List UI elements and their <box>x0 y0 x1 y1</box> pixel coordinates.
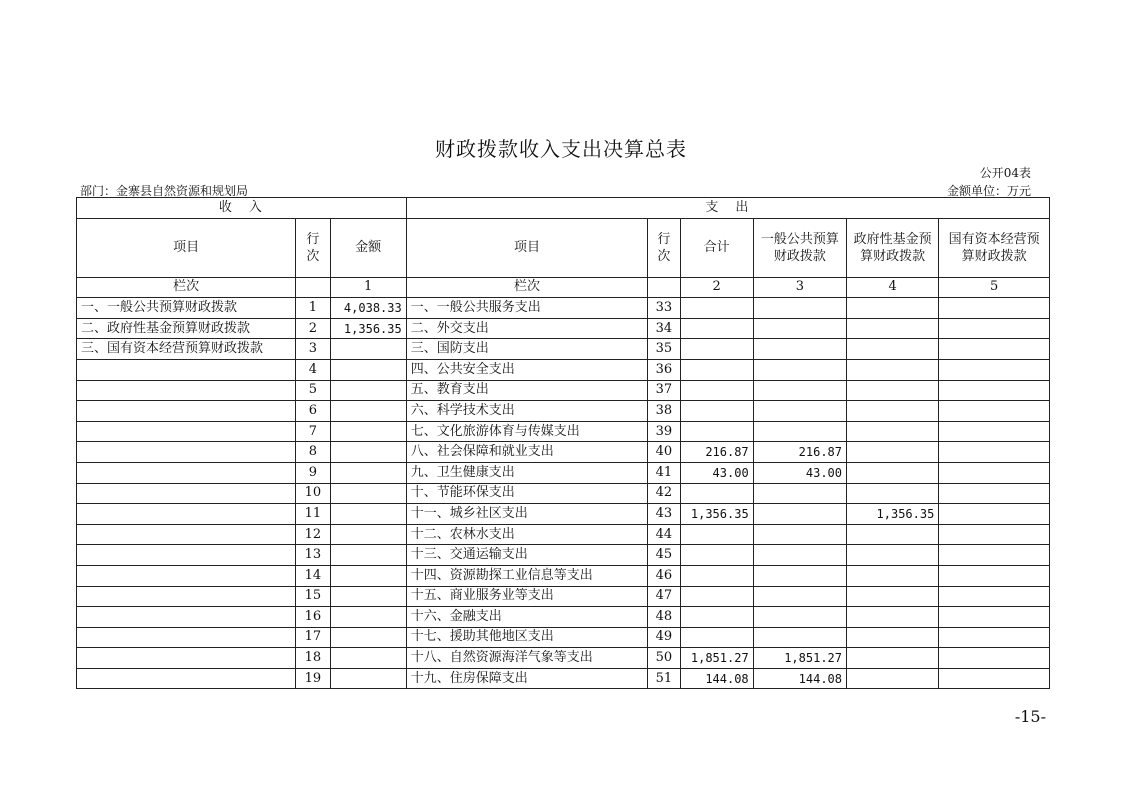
cell-soe-budget <box>939 442 1050 463</box>
cell-general-budget <box>753 298 846 319</box>
table-row <box>77 298 1050 319</box>
cell-fund-budget <box>847 442 939 463</box>
index-income-label: 栏次 <box>77 277 296 298</box>
cell-fund-budget <box>847 483 939 504</box>
cell-total <box>680 421 753 442</box>
cell-fund-budget <box>847 401 939 422</box>
cell-expenditure-row-no: 47 <box>648 586 680 607</box>
cell-total <box>680 586 753 607</box>
cell-expenditure-item: 十三、交通运输支出 <box>406 545 647 566</box>
table-row <box>77 586 1050 607</box>
header-soe-budget: 国有资本经营预算财政拨款 <box>939 218 1050 277</box>
cell-expenditure-item: 三、国防支出 <box>406 339 647 360</box>
cell-expenditure-item: 十五、商业服务业等支出 <box>406 586 647 607</box>
cell-total <box>680 524 753 545</box>
cell-fund-budget <box>847 586 939 607</box>
cell-expenditure-row-no: 48 <box>648 607 680 628</box>
cell-income-amount: 1,356.35 <box>330 318 406 339</box>
cell-soe-budget <box>939 648 1050 669</box>
cell-fund-budget <box>847 565 939 586</box>
cell-fund-budget <box>847 298 939 319</box>
cell-soe-budget <box>939 668 1050 689</box>
cell-income-amount <box>330 565 406 586</box>
cell-income-row-no: 14 <box>296 565 330 586</box>
cell-fund-budget <box>847 359 939 380</box>
cell-total <box>680 380 753 401</box>
index-income-amount: 1 <box>330 277 406 298</box>
cell-total <box>680 339 753 360</box>
index-expenditure-row-blank <box>648 277 680 298</box>
cell-expenditure-row-no: 51 <box>648 668 680 689</box>
cell-income-row-no: 3 <box>296 339 330 360</box>
cell-income-row-no: 17 <box>296 627 330 648</box>
cell-general-budget <box>753 318 846 339</box>
cell-expenditure-item: 一、一般公共服务支出 <box>406 298 647 319</box>
cell-income-item <box>77 648 296 669</box>
cell-expenditure-item: 六、科学技术支出 <box>406 401 647 422</box>
cell-expenditure-item: 二、外交支出 <box>406 318 647 339</box>
cell-expenditure-row-no: 44 <box>648 524 680 545</box>
table-row <box>77 401 1050 422</box>
cell-income-item: 二、政府性基金预算财政拨款 <box>77 318 296 339</box>
cell-total <box>680 627 753 648</box>
cell-total: 216.87 <box>680 442 753 463</box>
cell-soe-budget <box>939 339 1050 360</box>
cell-total <box>680 298 753 319</box>
cell-total <box>680 545 753 566</box>
cell-expenditure-row-no: 35 <box>648 339 680 360</box>
cell-income-item <box>77 607 296 628</box>
cell-income-row-no: 7 <box>296 421 330 442</box>
cell-soe-budget <box>939 359 1050 380</box>
cell-soe-budget <box>939 298 1050 319</box>
cell-expenditure-item: 十八、自然资源海洋气象等支出 <box>406 648 647 669</box>
cell-general-budget <box>753 607 846 628</box>
cell-total <box>680 565 753 586</box>
cell-income-row-no: 2 <box>296 318 330 339</box>
cell-fund-budget <box>847 380 939 401</box>
form-code: 公开04表 <box>979 166 1031 180</box>
cell-income-amount <box>330 524 406 545</box>
cell-expenditure-item: 九、卫生健康支出 <box>406 462 647 483</box>
cell-income-amount <box>330 586 406 607</box>
cell-general-budget <box>753 504 846 525</box>
cell-soe-budget <box>939 565 1050 586</box>
cell-expenditure-row-no: 46 <box>648 565 680 586</box>
table-row <box>77 483 1050 504</box>
cell-expenditure-item: 八、社会保障和就业支出 <box>406 442 647 463</box>
cell-income-amount <box>330 607 406 628</box>
cell-income-item <box>77 586 296 607</box>
finance-summary-table <box>76 197 1050 689</box>
column-header-row <box>77 218 1050 277</box>
cell-income-item <box>77 421 296 442</box>
cell-general-budget <box>753 380 846 401</box>
column-index-row <box>77 277 1050 298</box>
cell-general-budget: 144.08 <box>753 668 846 689</box>
cell-income-item <box>77 565 296 586</box>
section-expenditure: 支 出 <box>406 198 1049 219</box>
table-row <box>77 607 1050 628</box>
cell-income-row-no: 15 <box>296 586 330 607</box>
cell-expenditure-item: 十七、援助其他地区支出 <box>406 627 647 648</box>
table-row <box>77 359 1050 380</box>
header-fund-budget: 政府性基金预算财政拨款 <box>847 218 939 277</box>
cell-income-item: 一、一般公共预算财政拨款 <box>77 298 296 319</box>
cell-income-row-no: 16 <box>296 607 330 628</box>
cell-expenditure-row-no: 42 <box>648 483 680 504</box>
cell-fund-budget <box>847 648 939 669</box>
cell-fund-budget <box>847 462 939 483</box>
cell-general-budget <box>753 339 846 360</box>
cell-soe-budget <box>939 318 1050 339</box>
cell-expenditure-item: 十一、城乡社区支出 <box>406 504 647 525</box>
cell-income-amount <box>330 359 406 380</box>
cell-soe-budget <box>939 524 1050 545</box>
cell-total: 1,356.35 <box>680 504 753 525</box>
cell-expenditure-item: 七、文化旅游体育与传媒支出 <box>406 421 647 442</box>
cell-income-item <box>77 668 296 689</box>
cell-general-budget <box>753 421 846 442</box>
cell-income-amount <box>330 627 406 648</box>
table-row <box>77 668 1050 689</box>
cell-fund-budget <box>847 524 939 545</box>
cell-general-budget <box>753 401 846 422</box>
cell-income-amount <box>330 421 406 442</box>
cell-total <box>680 483 753 504</box>
cell-fund-budget <box>847 421 939 442</box>
cell-fund-budget <box>847 668 939 689</box>
cell-income-row-no: 6 <box>296 401 330 422</box>
cell-income-item <box>77 462 296 483</box>
cell-general-budget <box>753 565 846 586</box>
table-row <box>77 648 1050 669</box>
cell-soe-budget <box>939 401 1050 422</box>
cell-income-amount <box>330 483 406 504</box>
cell-income-amount: 4,038.33 <box>330 298 406 319</box>
cell-income-item <box>77 442 296 463</box>
cell-total <box>680 359 753 380</box>
cell-soe-budget <box>939 483 1050 504</box>
cell-general-budget <box>753 524 846 545</box>
cell-income-row-no: 8 <box>296 442 330 463</box>
index-income-row-blank <box>296 277 330 298</box>
cell-general-budget: 216.87 <box>753 442 846 463</box>
cell-expenditure-item: 十九、住房保障支出 <box>406 668 647 689</box>
index-expenditure-label: 栏次 <box>406 277 647 298</box>
cell-fund-budget <box>847 607 939 628</box>
cell-fund-budget <box>847 339 939 360</box>
cell-expenditure-row-no: 38 <box>648 401 680 422</box>
cell-income-amount <box>330 668 406 689</box>
header-total: 合计 <box>680 218 753 277</box>
cell-total: 1,851.27 <box>680 648 753 669</box>
cell-general-budget <box>753 483 846 504</box>
cell-soe-budget <box>939 504 1050 525</box>
cell-expenditure-row-no: 43 <box>648 504 680 525</box>
header-income-amount: 金额 <box>330 218 406 277</box>
cell-income-row-no: 5 <box>296 380 330 401</box>
cell-income-item <box>77 359 296 380</box>
section-income: 收 入 <box>77 198 407 219</box>
section-header-row <box>77 198 1050 219</box>
cell-income-amount <box>330 462 406 483</box>
cell-total <box>680 401 753 422</box>
header-income-row-no: 行次 <box>296 218 330 277</box>
cell-expenditure-row-no: 50 <box>648 648 680 669</box>
table-row <box>77 565 1050 586</box>
header-expenditure-row-no: 行次 <box>648 218 680 277</box>
cell-income-item <box>77 504 296 525</box>
cell-general-budget <box>753 359 846 380</box>
cell-income-amount <box>330 442 406 463</box>
cell-expenditure-row-no: 39 <box>648 421 680 442</box>
table-row <box>77 339 1050 360</box>
index-fund: 4 <box>847 277 939 298</box>
document-title: 财政拨款收入支出决算总表 <box>435 137 687 161</box>
cell-general-budget: 1,851.27 <box>753 648 846 669</box>
cell-fund-budget <box>847 545 939 566</box>
cell-soe-budget <box>939 421 1050 442</box>
cell-income-item <box>77 483 296 504</box>
cell-expenditure-row-no: 36 <box>648 359 680 380</box>
cell-expenditure-item: 十二、农林水支出 <box>406 524 647 545</box>
table-row <box>77 421 1050 442</box>
unit-label: 金额单位：万元 <box>946 184 1031 198</box>
cell-income-row-no: 19 <box>296 668 330 689</box>
header-general-budget: 一般公共预算财政拨款 <box>753 218 846 277</box>
table-row <box>77 442 1050 463</box>
cell-income-amount <box>330 545 406 566</box>
cell-total <box>680 607 753 628</box>
cell-income-amount <box>330 339 406 360</box>
cell-income-item <box>77 401 296 422</box>
header-income-item: 项目 <box>77 218 296 277</box>
cell-expenditure-row-no: 49 <box>648 627 680 648</box>
cell-fund-budget <box>847 318 939 339</box>
cell-total: 144.08 <box>680 668 753 689</box>
cell-income-row-no: 4 <box>296 359 330 380</box>
cell-income-item <box>77 545 296 566</box>
table-row <box>77 462 1050 483</box>
cell-expenditure-item: 十六、金融支出 <box>406 607 647 628</box>
cell-general-budget <box>753 627 846 648</box>
cell-general-budget: 43.00 <box>753 462 846 483</box>
cell-expenditure-item: 十、节能环保支出 <box>406 483 647 504</box>
cell-expenditure-row-no: 33 <box>648 298 680 319</box>
cell-income-row-no: 12 <box>296 524 330 545</box>
cell-soe-budget <box>939 586 1050 607</box>
cell-fund-budget: 1,356.35 <box>847 504 939 525</box>
cell-soe-budget <box>939 607 1050 628</box>
table-row <box>77 627 1050 648</box>
cell-income-row-no: 18 <box>296 648 330 669</box>
page-number: -15- <box>1014 707 1046 726</box>
cell-soe-budget <box>939 380 1050 401</box>
cell-expenditure-row-no: 37 <box>648 380 680 401</box>
cell-income-item <box>77 627 296 648</box>
cell-expenditure-item: 四、公共安全支出 <box>406 359 647 380</box>
cell-income-row-no: 10 <box>296 483 330 504</box>
cell-income-item <box>77 524 296 545</box>
cell-soe-budget <box>939 462 1050 483</box>
department-label: 部门：金寨县自然资源和规划局 <box>80 184 249 198</box>
cell-income-amount <box>330 504 406 525</box>
cell-general-budget <box>753 586 846 607</box>
cell-income-amount <box>330 648 406 669</box>
index-general: 3 <box>753 277 846 298</box>
cell-soe-budget <box>939 627 1050 648</box>
cell-fund-budget <box>847 627 939 648</box>
cell-expenditure-row-no: 34 <box>648 318 680 339</box>
cell-expenditure-row-no: 40 <box>648 442 680 463</box>
table-row <box>77 524 1050 545</box>
cell-income-item <box>77 380 296 401</box>
cell-general-budget <box>753 545 846 566</box>
cell-income-amount <box>330 380 406 401</box>
cell-total <box>680 318 753 339</box>
cell-income-item: 三、国有资本经营预算财政拨款 <box>77 339 296 360</box>
cell-expenditure-item: 十四、资源勘探工业信息等支出 <box>406 565 647 586</box>
table-row <box>77 380 1050 401</box>
cell-income-row-no: 1 <box>296 298 330 319</box>
cell-income-amount <box>330 401 406 422</box>
table-row <box>77 504 1050 525</box>
index-soe: 5 <box>939 277 1050 298</box>
cell-expenditure-row-no: 41 <box>648 462 680 483</box>
table-row <box>77 545 1050 566</box>
cell-expenditure-item: 五、教育支出 <box>406 380 647 401</box>
table-row <box>77 318 1050 339</box>
cell-expenditure-row-no: 45 <box>648 545 680 566</box>
cell-income-row-no: 9 <box>296 462 330 483</box>
cell-total: 43.00 <box>680 462 753 483</box>
cell-income-row-no: 11 <box>296 504 330 525</box>
index-total: 2 <box>680 277 753 298</box>
header-expenditure-item: 项目 <box>406 218 647 277</box>
cell-soe-budget <box>939 545 1050 566</box>
cell-income-row-no: 13 <box>296 545 330 566</box>
